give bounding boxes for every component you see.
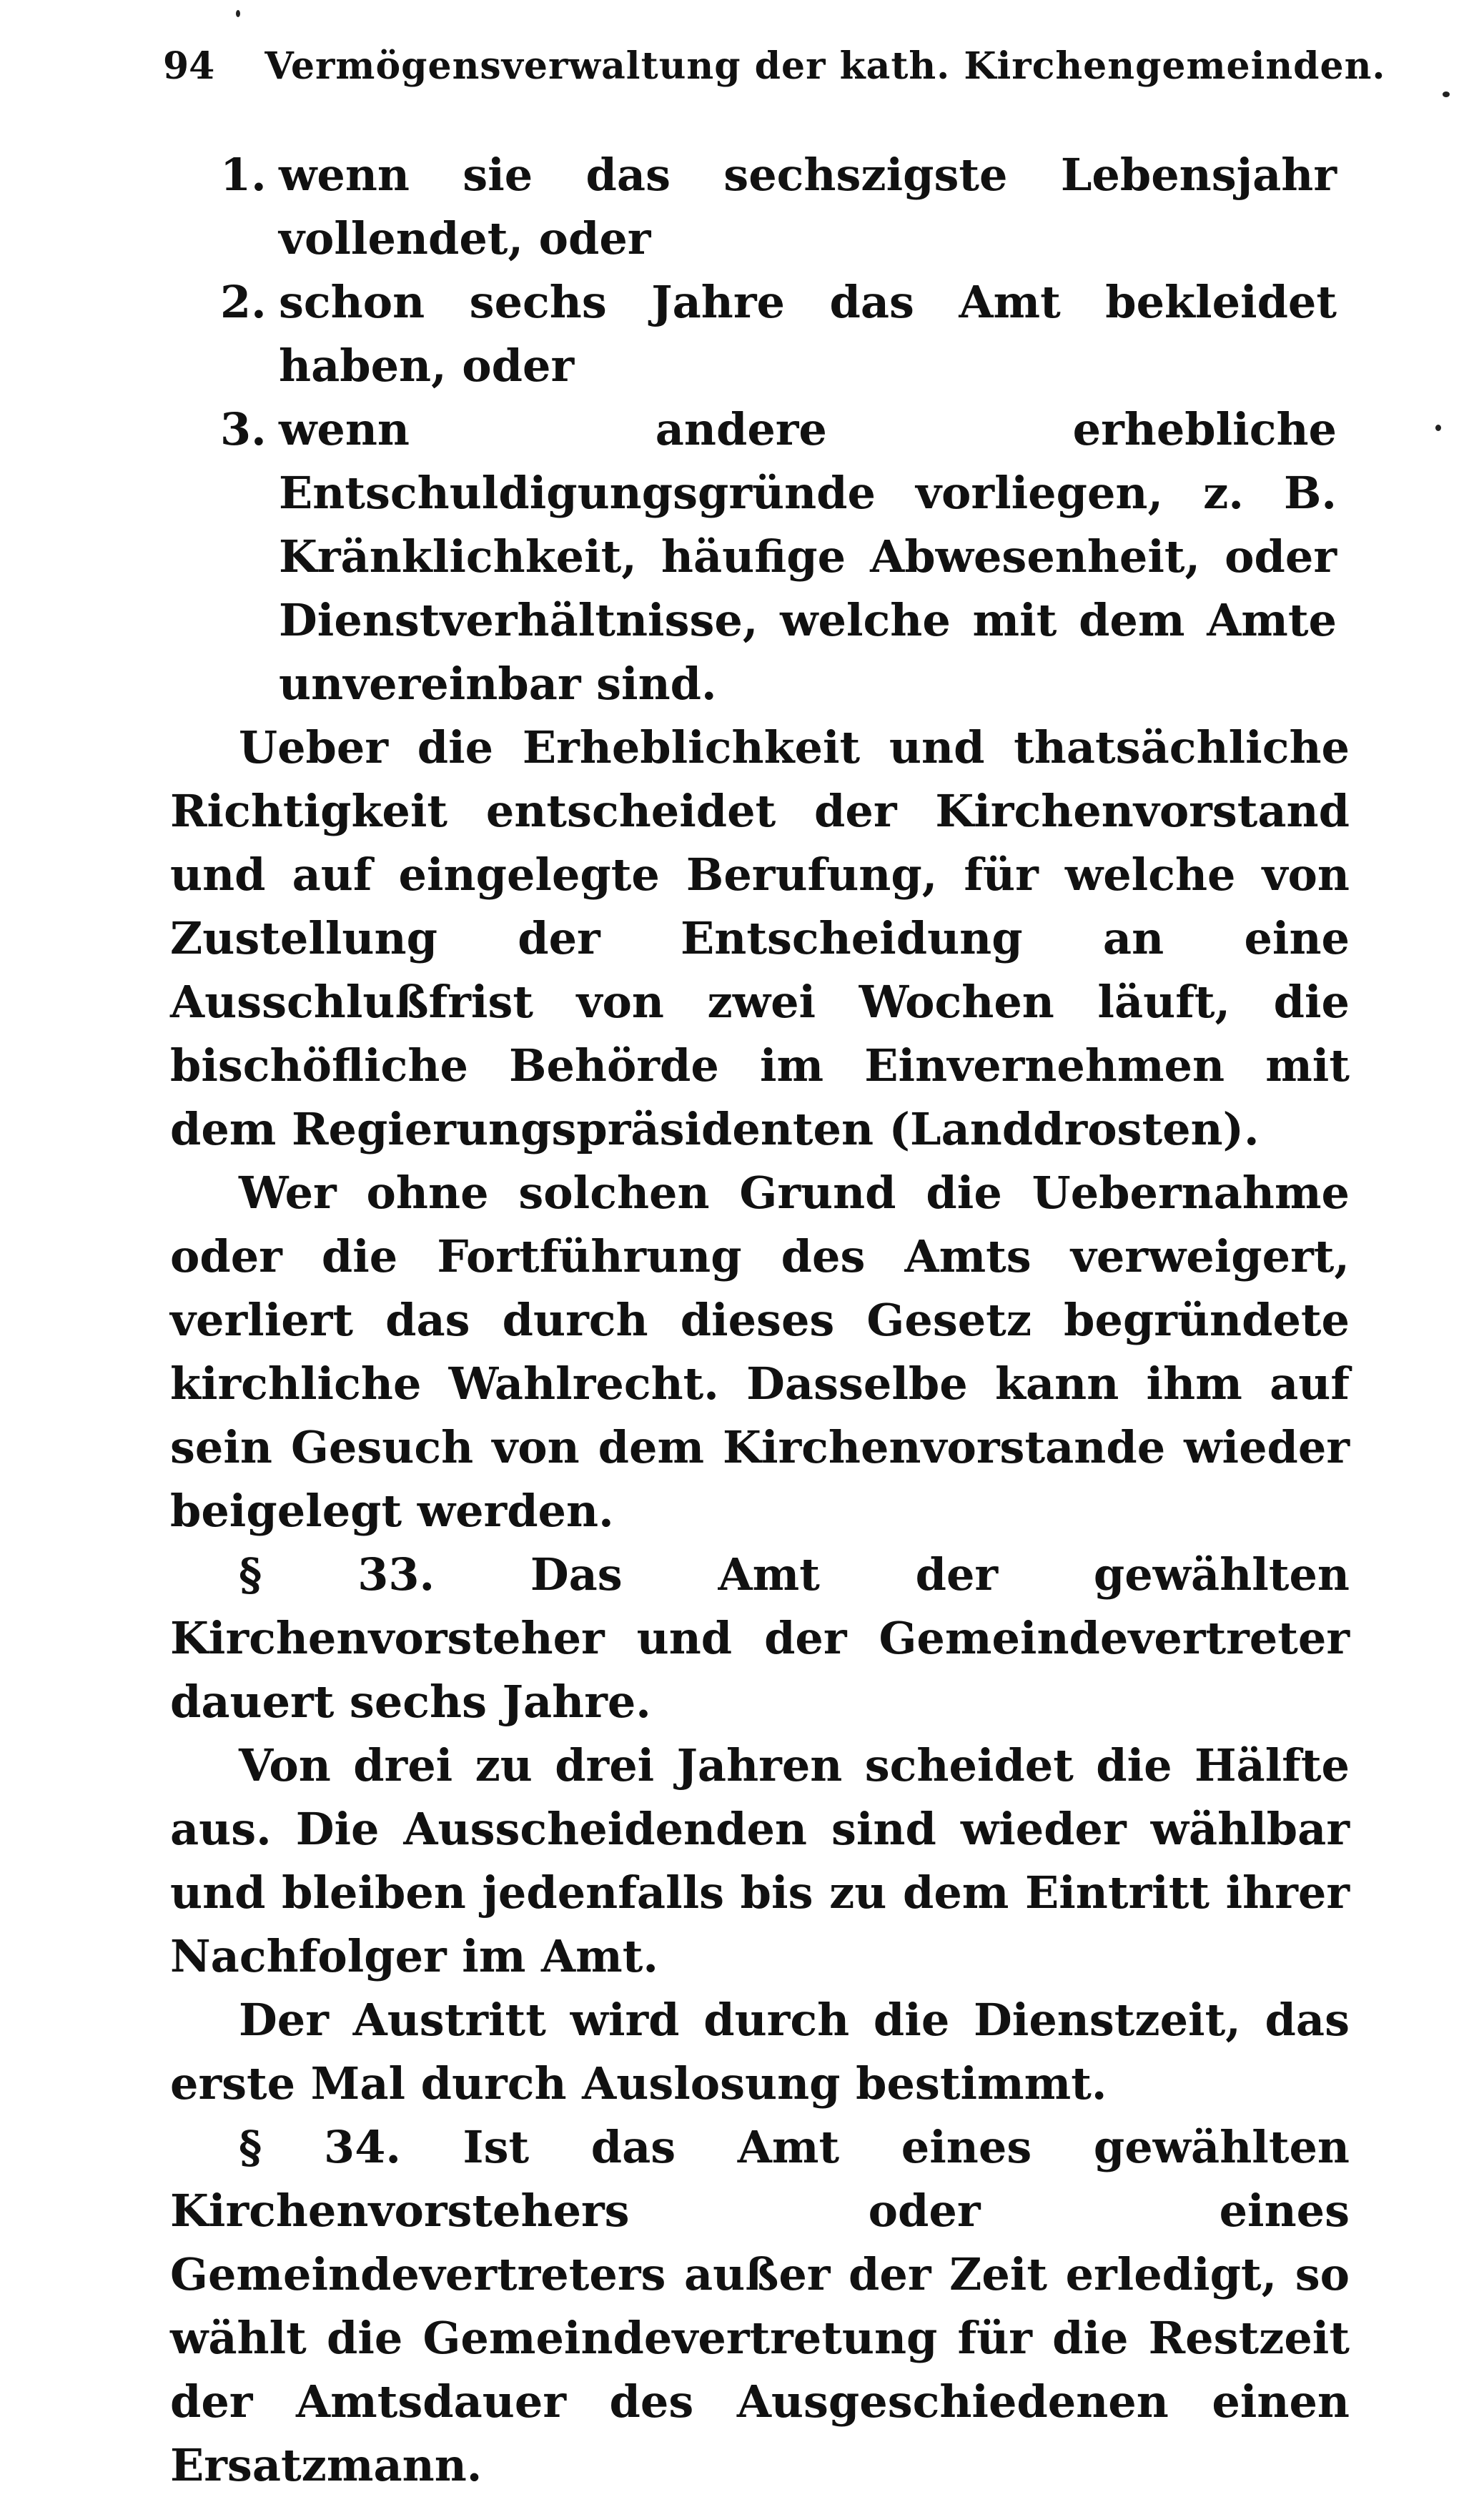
running-title: Vermögensverwaltung der kath. Kirchengemeinden. — [264, 44, 1386, 88]
list-text: schon sechs Jahre das Amt bekleidet haben, oder — [279, 276, 1337, 392]
paragraph: Der Austritt wird durch die Dienstzeit, das erste Mal durch Auslosung bestimmt. — [170, 1994, 1350, 2110]
print-speck — [1435, 425, 1441, 431]
paragraph: Wer ohne solchen Grund die Uebernahme oder die Fortführung des Amts verweigert, verliert das durch dieses Gesetz begründete kirchliche Wahlrecht. Dasselbe kann ihm auf sein Gesuch von dem Kirchenvorstande wieder beigelegt werden. — [170, 1167, 1350, 1537]
list-number: 3. — [220, 403, 267, 455]
list-number: 1. — [220, 149, 267, 201]
section-paragraph: § 33. Das Amt der gewählten Kirchenvorsteher und der Gemeindevertreter dauert sechs Jahre. — [170, 1548, 1350, 1728]
page-number: 94 — [163, 44, 215, 88]
list-item — [170, 143, 1350, 270]
list-text: wenn sie das sechszigste Lebensjahr vollendet, oder — [279, 149, 1337, 264]
paragraph: Von drei zu drei Jahren scheidet die Hälfte aus. Die Ausscheidenden sind wieder wählbar und bleiben jedenfalls bis zu dem Eintritt ihrer Nachfolger im Amt. — [170, 1739, 1350, 1982]
paragraph: Ueber die Erheblichkeit und thatsächliche Richtigkeit entscheidet der Kirchenvorstand und auf eingelegte Berufung, für welche von Zustellung der Entscheidung an eine Ausschlußfrist von zwei Wochen läuft, die bischöfliche Behörde im Einvernehmen mit dem Regierungspräsidenten (Landdrosten). — [170, 721, 1350, 1155]
section-paragraph: § 34. Ist das Amt eines gewählten Kirchenvorstehers oder eines Gemeindevertreters außer der Zeit erledigt, so wählt die Gemeindevertretung für die Restzeit der Amtsdauer des Ausgeschiedenen einen Ersatzmann. — [170, 2121, 1350, 2491]
list-item — [170, 397, 1350, 716]
list-number: 2. — [220, 276, 267, 328]
print-speck — [236, 10, 240, 17]
list-text: wenn andere erhebliche Entschuldigungsgründe vorliegen, z. B. Kränklichkeit, häufige Abwesenheit, oder Dienstverhältnisse, welche mit dem Amte unvereinbar sind. — [279, 403, 1337, 710]
print-speck — [1443, 92, 1450, 97]
page-header — [163, 44, 1407, 109]
list-item — [170, 270, 1350, 397]
page-body — [170, 143, 1350, 2497]
